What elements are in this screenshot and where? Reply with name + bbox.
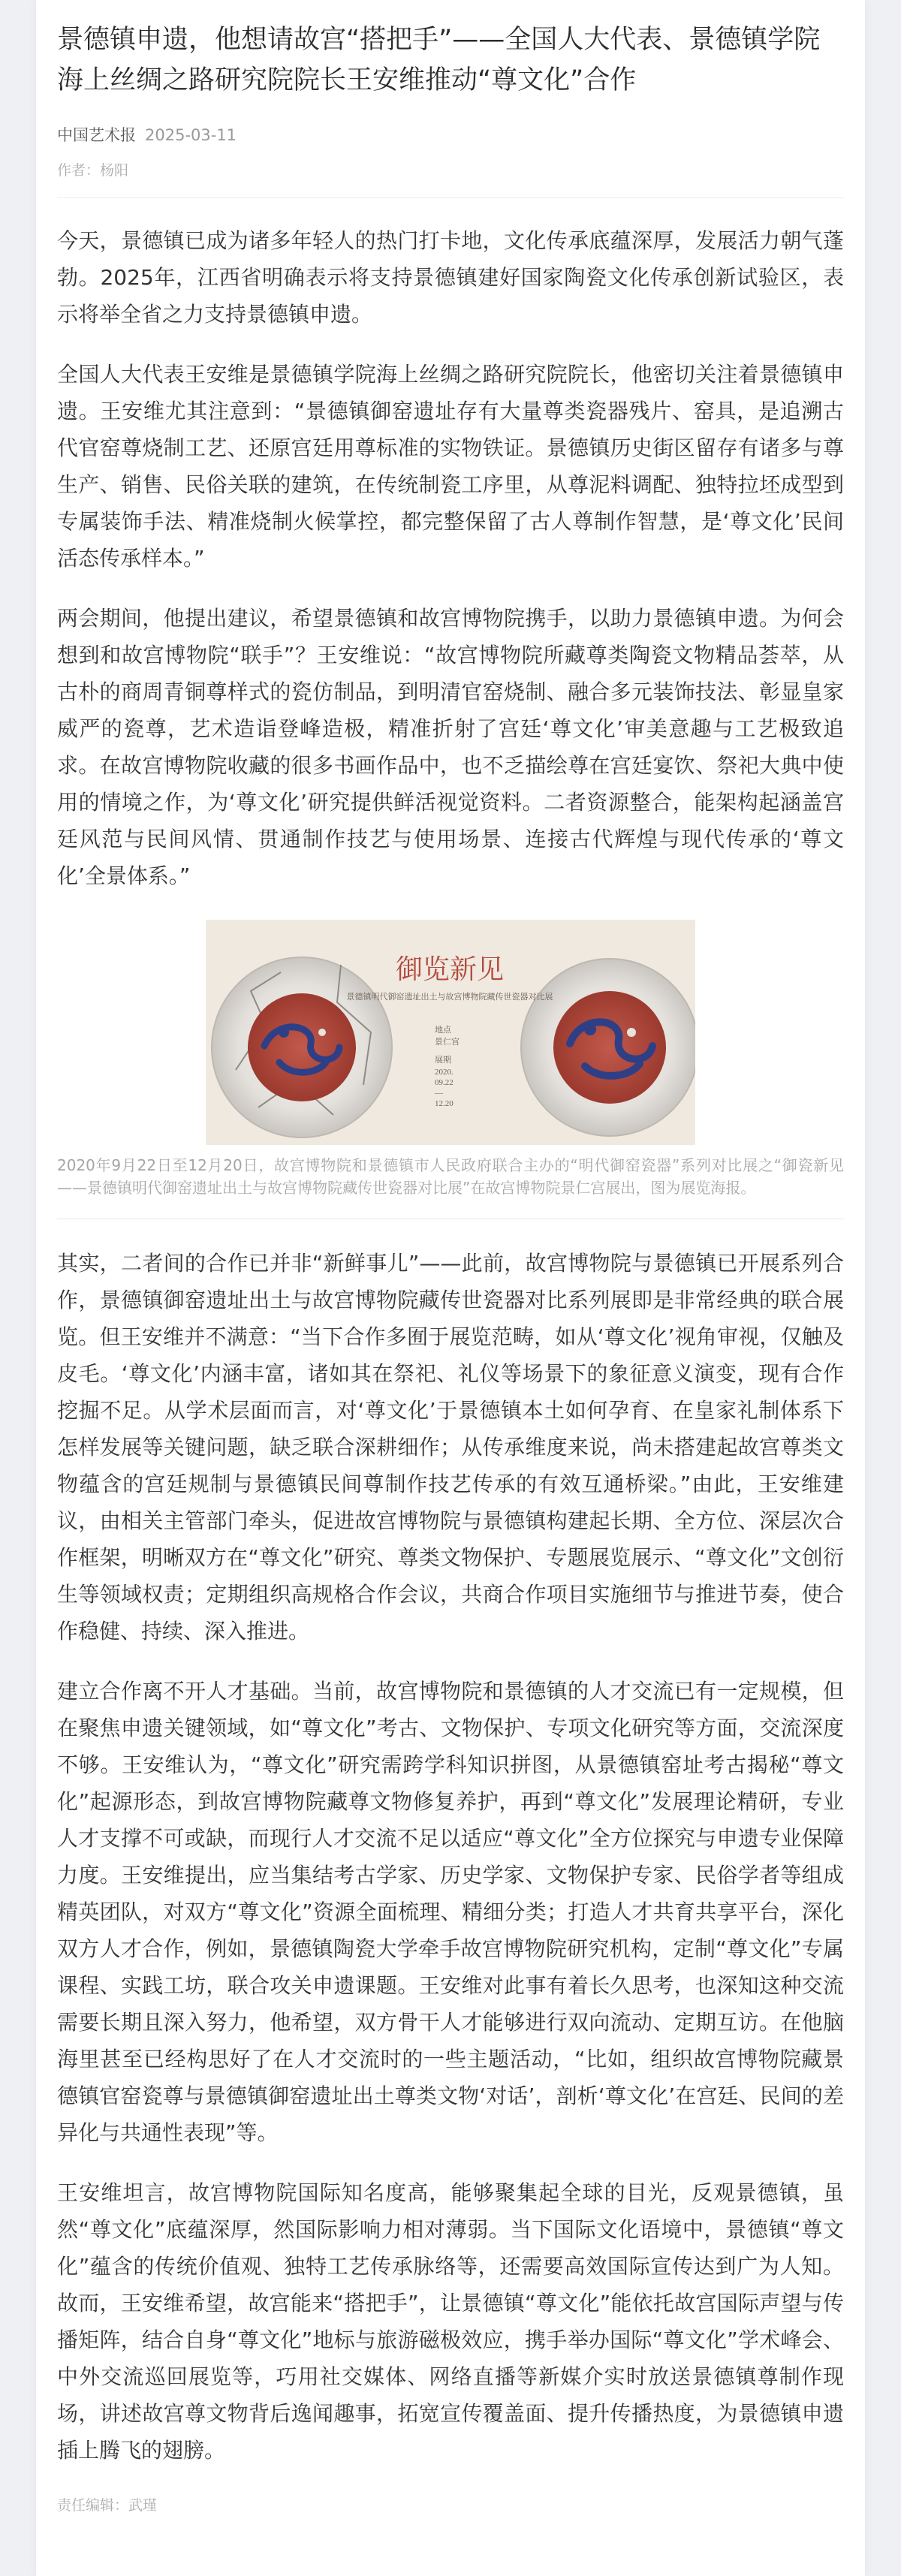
responsible-editor: 责任编辑：武瑾 bbox=[57, 2497, 158, 2514]
paragraph-6: 王安维坦言，故宫博物院国际知名度高，能够聚集起全球的目光，反观景德镇，虽然“尊文化”底蕴深厚，然国际影响力相对薄弱。当下国际文化语境中，景德镇“尊文化”蕴含的传统价值观、独特工艺传承脉络等，还需要高效国际宣传达到广为人知。故而，王安维希望，故宫能来“搭把手”，让景德镇“尊文化”能依托故宫国际声望与传播矩阵，结合自身“尊文化”地标与旅游磁极效应，携手举办国际“尊文化”学术峰会、中外交流巡回展览等，巧用社交媒体、网络直播等新媒介实时放送景德镇尊制作现场，讲述故宫尊文物背后逸闻趣事，拓宽宣传覆盖面、提升传播热度，为景德镇申遗插上腾飞的翅膀。 bbox=[57, 2180, 844, 2463]
svg-text:09.22: 09.22 bbox=[435, 1078, 454, 1087]
article-source[interactable]: 中国艺术报 bbox=[57, 126, 136, 144]
paragraph-5: 建立合作离不开人才基础。当前，故宫博物院和景德镇的人才交流已有一定规模，但在聚焦申遗关键领域，如“尊文化”考古、文物保护、专项文化研究等方面，交流深度不够。王安维认为，“尊文化”研究需跨学科知识拼图，从景德镇窑址考古揭秘“尊文化”起源形态，到故宫博物院藏尊文物修复养护，再到“尊文化”发展理论精研，专业人才支撑不可或缺，而现行人才交流不足以适应“尊文化”全方位探究与申遗专业保障力度。王安维提出，应当集结考古学家、历史学家、文物保护专家、民俗学者等组成精英团队，对双方“尊文化”资源全面梳理、精细分类；打造人才共育共享平台，深化双方人才合作，例如，景德镇陶瓷大学牵手故宫博物院研究机构，定制“尊文化”专属课程、实践工坊，联合攻关申遗课题。王安维对此事有着长久思考，也深知这种交流需要长期且深入努力，他希望，双方骨干人才能够进行双向流动、定期互访。在他脑海里甚至已经构思好了在人才交流时的一些主题活动，“比如，组织故宫博物院藏景德镇官窑瓷尊与景德镇御窑遗址出土尊类文物‘对话’，剖析‘尊文化’在宫廷、民间的差异化与共通性表现”等。 bbox=[57, 1679, 844, 2145]
svg-text:景仁宫: 景仁宫 bbox=[435, 1038, 460, 1047]
svg-text:—: — bbox=[435, 1089, 443, 1098]
article-title: 景德镇申遗，他想请故宫“搭把手”——全国人大代表、景德镇学院海上丝绸之路研究院院长王安维推动“尊文化”合作 bbox=[57, 25, 821, 95]
exhibition-poster-image bbox=[206, 920, 695, 1145]
poster-title: 御览新见 bbox=[395, 954, 505, 984]
paragraph-2: 全国人大代表王安维是景德镇学院海上丝绸之路研究院院长，他密切关注着景德镇申遗。王安维尤其注意到：“景德镇御窑遗址存有大量尊类瓷器残片、窑具，是追溯古代官窑尊烧制工艺、还原宫廷用尊标准的实物铁证。景德镇历史街区留存有诸多与尊生产、销售、民俗关联的建筑，在传统制瓷工序里，从尊泥料调配、独特拉坯成型到专属装饰手法、精准烧制火候掌控，都完整保留了古人尊制作智慧，是‘尊文化’民间活态传承样本。” bbox=[57, 362, 844, 571]
left-bowl-image bbox=[212, 957, 392, 1137]
svg-text:展期: 展期 bbox=[435, 1056, 451, 1065]
right-bowl-image bbox=[521, 959, 695, 1136]
paragraph-1: 今天，景德镇已成为诸多年轻人的热门打卡地，文化传承底蕴深厚，发展活力朝气蓬勃。2025年，江西省明确表示将支持景德镇建好国家陶瓷文化传承创新试验区，表示将举全省之力支持景德镇申遗。 bbox=[57, 228, 844, 327]
paragraph-3: 两会期间，他提出建议，希望景德镇和故宫博物院携手，以助力景德镇申遗。为何会想到和故宫博物院“联手”？王安维说：“故宫博物院所藏尊类陶瓷文物精品荟萃，从古朴的商周青铜尊样式的瓷仿制品，到明清官窑烧制、融合多元装饰技法、彰显皇家威严的瓷尊，艺术造诣登峰造极，精准折射了宫廷‘尊文化’审美意趣与工艺极致追求。在故宫博物院收藏的很多书画作品中，也不乏描绘尊在宫廷宴饮、祭祀大典中使用的情境之作，为‘尊文化’研究提供鲜活视觉资料。二者资源整合，能架构起涵盖宫廷风范与民间风情、贯通制作技艺与使用场景、连接古代辉煌与现代传承的‘尊文化’全景体系。” bbox=[57, 606, 844, 888]
figure-caption: 2020年9月22日至12月20日，故宫博物院和景德镇市人民政府联合主办的“明代御窑瓷器”系列对比展之“御瓷新见——景德镇明代御窑遗址出土与故宫博物院藏传世瓷器对比展”在故宫博物院景仁宫展出，图为展览海报。 bbox=[57, 1156, 844, 1197]
paragraph-4: 其实，二者间的合作已并非“新鲜事儿”——此前，故宫博物院与景德镇已开展系列合作，景德镇御窑遗址出土与故宫博物院藏传世瓷器对比系列展即是非常经典的联合展览。但王安维并不满意：“当下合作多囿于展览范畴，如从‘尊文化’视角审视，仅触及皮毛。‘尊文化’内涵丰富，诸如其在祭祀、礼仪等场景下的象征意义演变，现有合作挖掘不足。从学术层面而言，对‘尊文化’于景德镇本土如何孕育、在皇家礼制体系下怎样发展等关键问题，缺乏联合深耕细作；从传承维度来说，尚未搭建起故宫尊类文物蕴含的宫廷规制与景德镇民间尊制作技艺传承的有效互通桥梁。”由此，王安维建议，由相关主管部门牵头，促进故宫博物院与景德镇构建起长期、全方位、深层次合作框架，明晰双方在“尊文化”研究、尊类文物保护、专题展览展示、“尊文化”文创衍生等领域权责；定期组织高规格合作会议，共商合作项目实施细节与推进节奏，使合作稳健、持续、深入推进。 bbox=[57, 1251, 844, 1644]
svg-text:2020.: 2020. bbox=[435, 1068, 454, 1077]
svg-text:12.20: 12.20 bbox=[435, 1099, 454, 1108]
poster-subtitle: 景德镇明代御窑遗址出土与故宫博物院藏传世瓷器对比展 bbox=[346, 993, 553, 1002]
article-meta bbox=[57, 123, 844, 146]
exhibition-poster-graphic bbox=[206, 920, 695, 1145]
article-page bbox=[36, 0, 865, 2576]
svg-text:地点: 地点 bbox=[435, 1026, 451, 1035]
header-divider bbox=[57, 197, 844, 198]
article-author: 作者：杨阳 bbox=[57, 162, 129, 179]
article-date: 2025-03-11 bbox=[145, 126, 237, 144]
